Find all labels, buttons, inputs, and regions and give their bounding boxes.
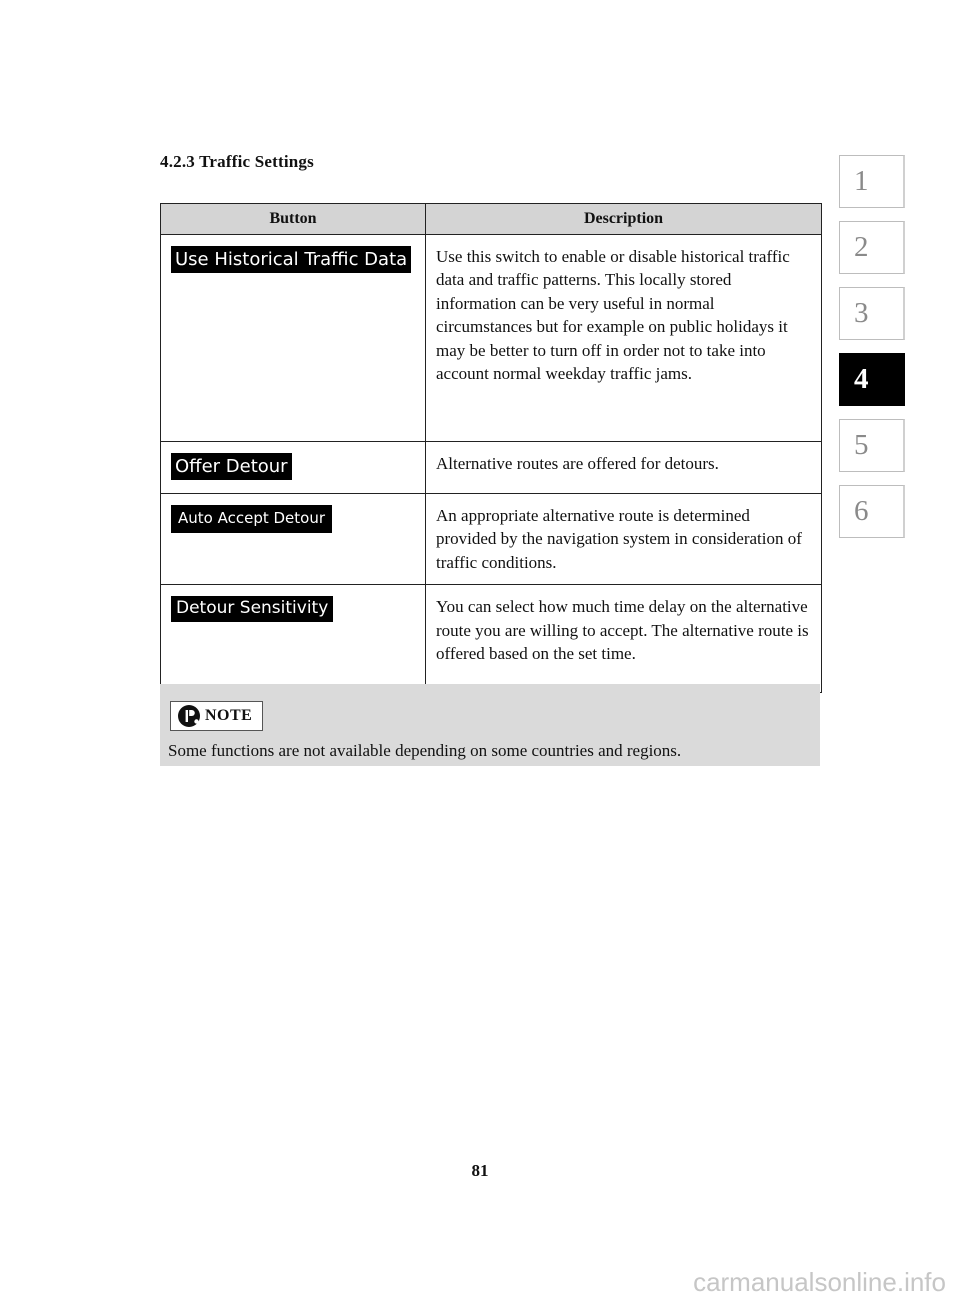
detour-sensitivity-button[interactable]: Detour Sensitivity [171, 596, 333, 622]
page-number: 81 [471, 1161, 489, 1180]
chapter-tab-3[interactable]: 3 [839, 287, 905, 340]
description-cell: An appropriate alternative route is determined provided by the navigation system in consideration of traffic conditions. [426, 494, 822, 585]
section-title: 4.2.3 Traffic Settings [160, 152, 314, 171]
note-label: NOTE [205, 707, 253, 724]
description-cell: You can select how much time delay on the alternative route you are willing to accept. The alternative route is offered based on the set time. [426, 585, 822, 693]
button-cell [161, 585, 426, 693]
offer-detour-button[interactable]: Offer Detour [171, 453, 292, 480]
auto-accept-detour-button[interactable]: Auto Accept Detour [171, 505, 332, 533]
table-row [161, 442, 822, 494]
note-badge [170, 701, 263, 731]
button-cell [161, 494, 426, 585]
button-cell [161, 235, 426, 442]
chapter-tab-5[interactable]: 5 [839, 419, 905, 472]
note-icon [177, 704, 201, 728]
chapter-tab-2[interactable]: 2 [839, 221, 905, 274]
use-historical-traffic-data-button[interactable]: Use Historical Traffic Data [171, 246, 411, 273]
table-header-row [161, 204, 822, 235]
traffic-settings-table [160, 203, 822, 693]
button-cell [161, 442, 426, 494]
header-button: Button [161, 204, 426, 235]
chapter-tabs [839, 155, 905, 551]
note-text: Some functions are not available depending on some countries and regions. [168, 741, 682, 760]
table-row [161, 235, 822, 442]
table-row [161, 494, 822, 585]
description-cell: Alternative routes are offered for detours. [426, 442, 822, 494]
header-description: Description [426, 204, 822, 235]
chapter-tab-1[interactable]: 1 [839, 155, 905, 208]
chapter-tab-6[interactable]: 6 [839, 485, 905, 538]
watermark: carmanualsonline.info [693, 1267, 946, 1297]
note-box [160, 684, 820, 766]
table-row [161, 585, 822, 693]
chapter-tab-4[interactable]: 4 [839, 353, 905, 406]
description-cell: Use this switch to enable or disable historical traffic data and traffic patterns. This locally stored information can be very useful in normal circumstances but for example on public holidays it may be better to turn off in order not to take into account normal weekday traffic jams. [426, 235, 822, 442]
